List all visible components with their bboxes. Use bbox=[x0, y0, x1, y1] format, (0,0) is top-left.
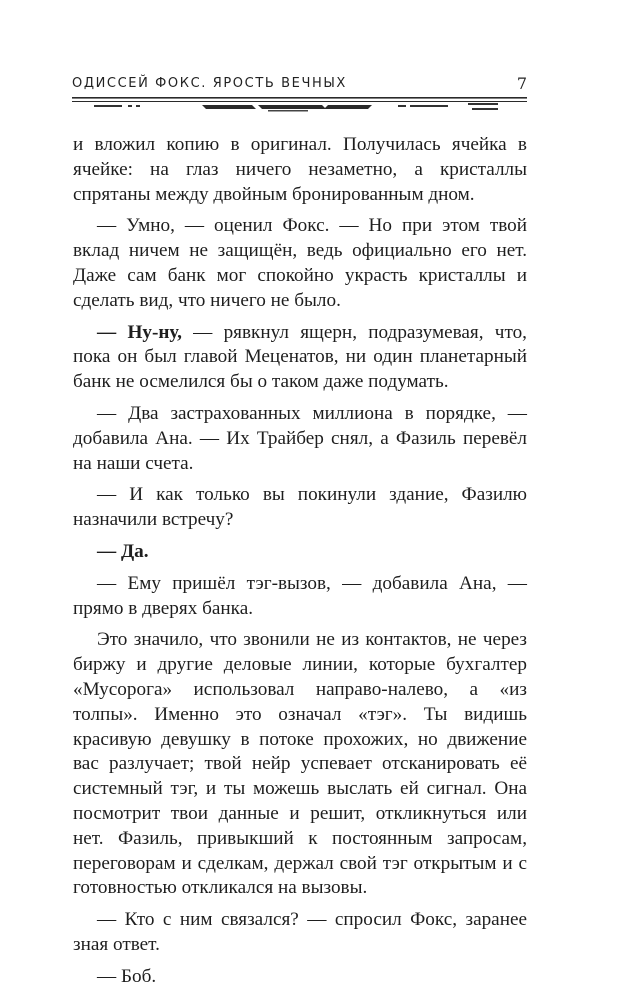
paragraph: и вложил копию в оригинал. Получилась ячейка в ячейке: на глаз ничего незаметно, а кристаллы спрятаны между двойным бронированным дном. bbox=[73, 134, 527, 205]
bold-speech: — Ну-ну, bbox=[97, 321, 182, 343]
header-ornament bbox=[72, 94, 527, 114]
paragraph: — Ну-ну, — рявкнул ящерн, подразумевая, что, пока он был главой Меценатов, ни один планетарный банк не осмелился бы о таком даже подумать. bbox=[73, 321, 527, 393]
page-header bbox=[72, 76, 527, 116]
paragraph: — Умно, — оценил Фокс. — Но при этом твой вклад ничем не защищён, ведь официально его нет. Даже сам банк мог спокойно украсть кристаллы и сделать вид, что ничего не было. bbox=[73, 215, 527, 311]
paragraph: — Ему пришёл тэг-вызов, — добавила Ана, — прямо в дверях банка. bbox=[73, 572, 527, 619]
paragraph: — Боб. bbox=[97, 965, 157, 987]
paragraph: — И как только вы покинули здание, Фазилю назначили встречу? bbox=[73, 484, 527, 531]
paragraph: Это значило, что звонили не из контактов, не через биржу и другие деловые линии, которые бухгалтер «Мусорога» использовал направо-налево, а «из толпы». Именно это означал «тэг». Ты видишь красивую девушку в потоке прохожих, но движение вас разлучает; твой нейр успевает отсканировать её системный тэг, и ты можешь выслать ей сигнал. Она посмотрит твои данные и решит, откликнуться или нет. Фазиль, привыкший к постоянным запросам, переговорам и сделкам, держал свой тэг открытым и с готовностью откликался на вызовы. bbox=[73, 629, 527, 899]
running-title: ОДИССЕЙ ФОКС. ЯРОСТЬ ВЕЧНЫХ bbox=[72, 76, 347, 91]
body-text bbox=[73, 133, 527, 990]
bold-speech: — Да. bbox=[97, 540, 149, 562]
paragraph: — Кто с ним связался? — спросил Фокс, заранее зная ответ. bbox=[73, 909, 527, 955]
page-number: 7 bbox=[516, 74, 527, 93]
paragraph bbox=[73, 540, 527, 565]
paragraph: — Два застрахованных миллиона в порядке, — добавила Ана. — Их Трайбер снял, а Фазиль перевёл на наши счета. bbox=[73, 402, 527, 474]
